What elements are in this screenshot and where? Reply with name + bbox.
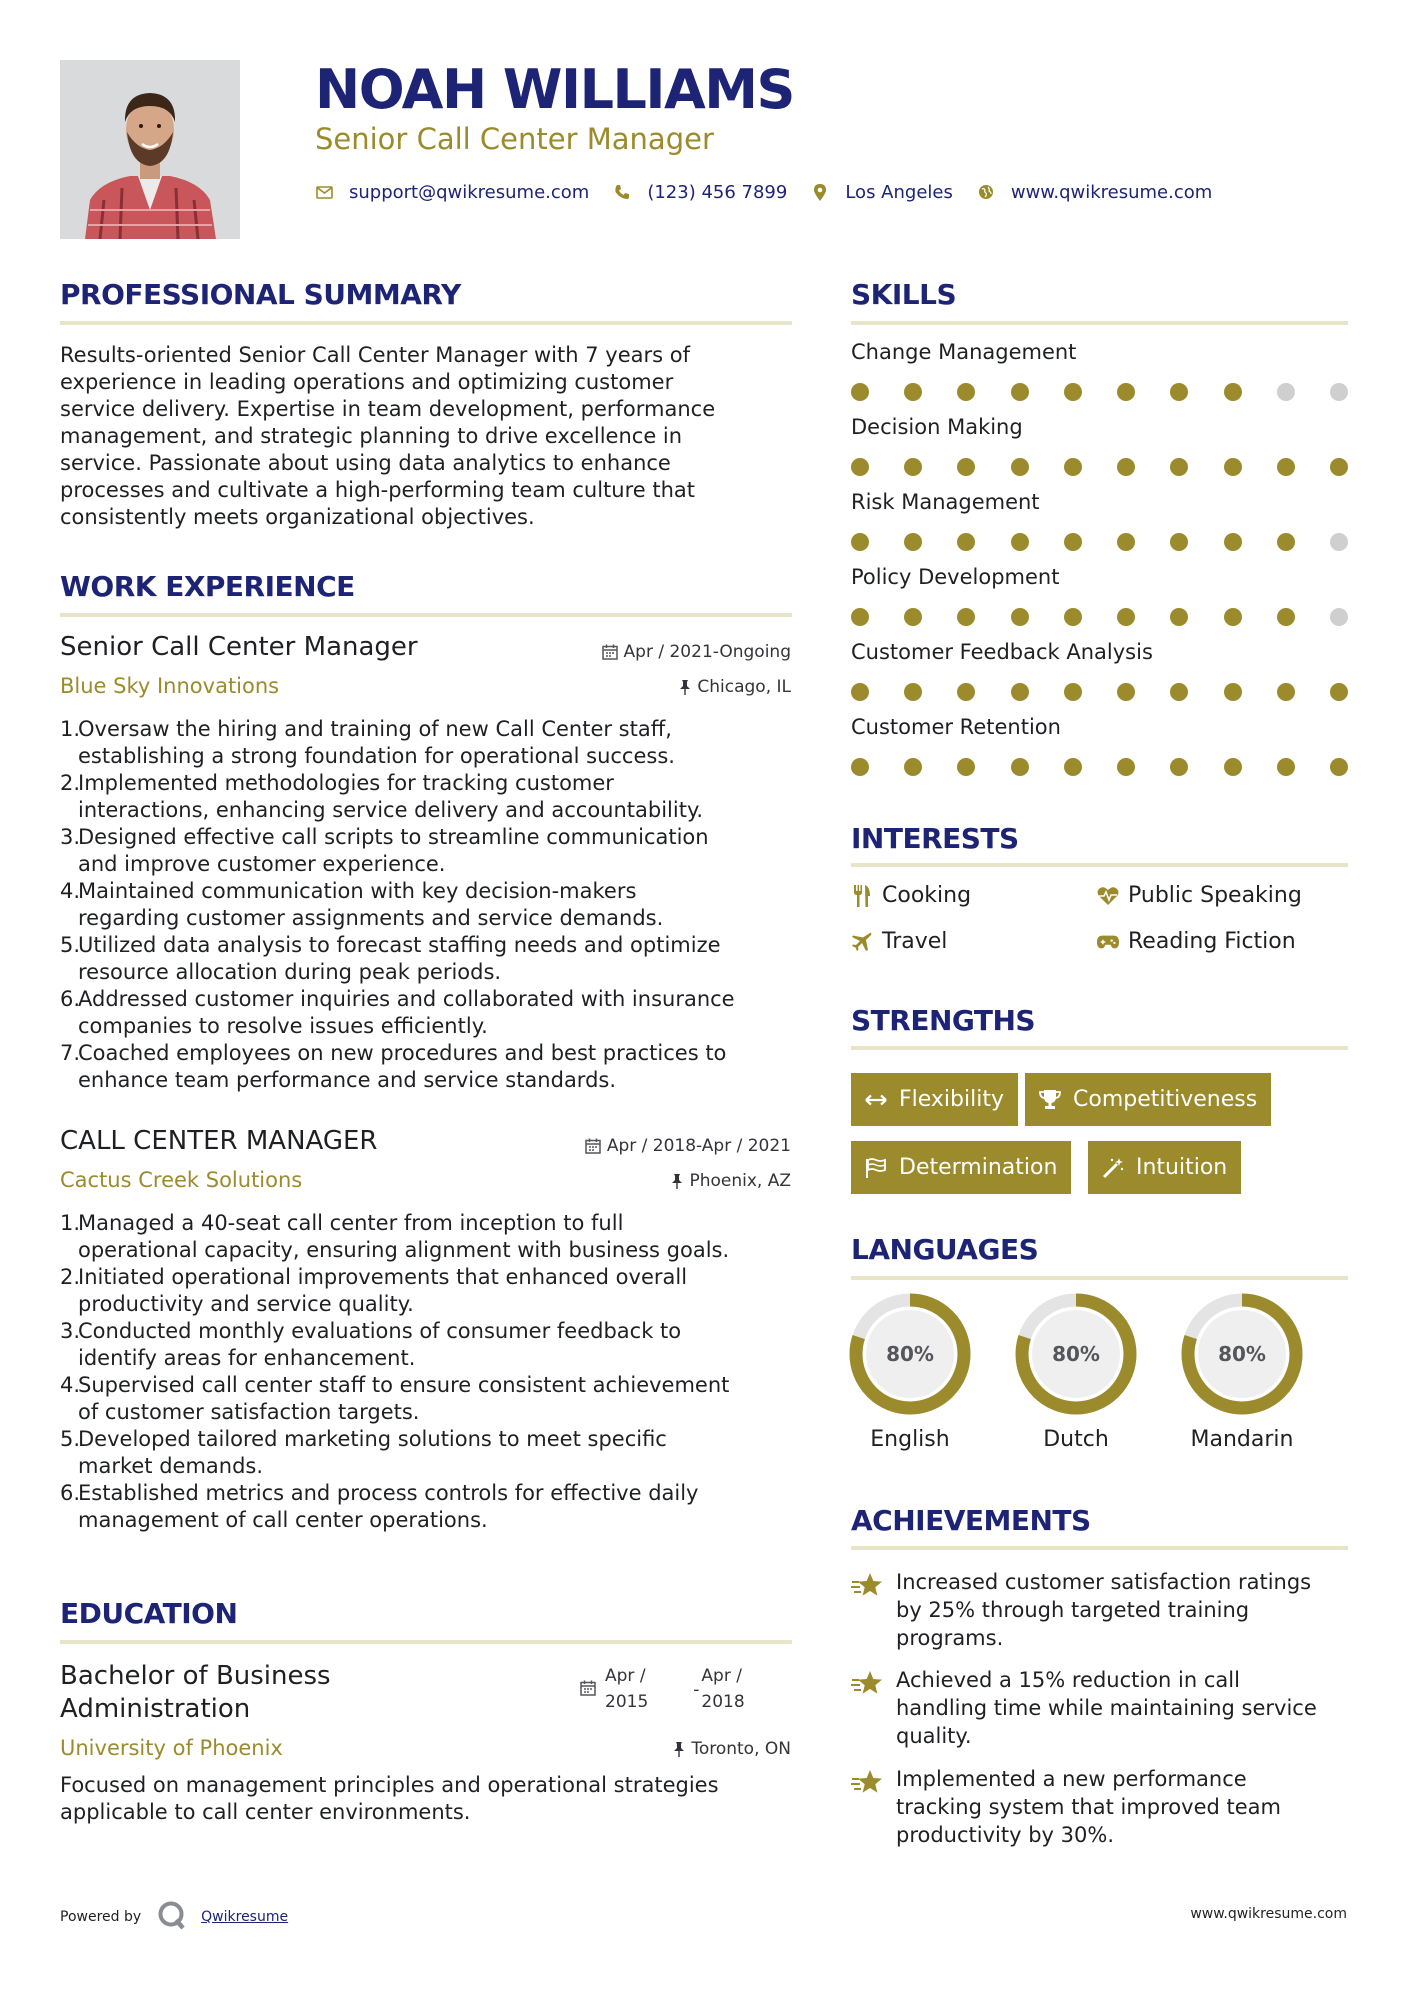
rating-dot-filled bbox=[904, 758, 922, 776]
interest-label: Cooking bbox=[882, 883, 972, 908]
interests-rule bbox=[851, 863, 1348, 867]
footer-powered-by bbox=[60, 1900, 288, 1934]
skill-rating bbox=[851, 383, 1348, 401]
interest-travel bbox=[851, 929, 947, 954]
duty-item bbox=[60, 716, 800, 770]
duty-line: Addressed customer inquiries and collaborated with insurance bbox=[78, 987, 735, 1011]
achievement-text bbox=[896, 1666, 1351, 1750]
rating-dot-filled bbox=[1277, 683, 1295, 701]
interest-label: Travel bbox=[882, 929, 948, 954]
duty-line: Maintained communication with key decision-makers bbox=[78, 879, 637, 903]
school-name: University of Phoenix bbox=[60, 1736, 283, 1760]
rating-dot-filled bbox=[1170, 383, 1188, 401]
rating-dot-filled bbox=[1117, 758, 1135, 776]
arrows-horizontal-icon bbox=[865, 1089, 887, 1111]
duty-number: 1. bbox=[60, 1211, 81, 1235]
interests-heading: INTERESTS bbox=[851, 822, 1019, 855]
experience-heading: WORK EXPERIENCE bbox=[60, 570, 355, 603]
skill-row bbox=[851, 640, 1348, 701]
summary-line: consistently meets organizational objectives. bbox=[60, 505, 535, 529]
skill-rating bbox=[851, 533, 1348, 551]
skill-row bbox=[851, 565, 1348, 626]
education-end-line: 2018 bbox=[701, 1692, 745, 1712]
duty-line: companies to resolve issues efficiently. bbox=[78, 1014, 488, 1038]
interest-public-speaking bbox=[1097, 883, 1302, 908]
language-mandarin bbox=[1181, 1293, 1303, 1452]
degree-line: Administration bbox=[60, 1694, 251, 1724]
achievement-line: handling time while maintaining service bbox=[896, 1696, 1317, 1720]
experience-rule bbox=[60, 613, 792, 617]
rating-dot-filled bbox=[1064, 383, 1082, 401]
flag-icon bbox=[865, 1157, 887, 1179]
rating-dot-filled bbox=[1117, 458, 1135, 476]
job-duties bbox=[60, 1210, 800, 1534]
rating-dot-filled bbox=[1277, 758, 1295, 776]
job-location bbox=[671, 1171, 791, 1191]
rating-dot-empty bbox=[1277, 383, 1295, 401]
job-company: Cactus Creek Solutions bbox=[60, 1168, 303, 1192]
interest-label: Public Speaking bbox=[1128, 883, 1302, 908]
achievements-rule bbox=[851, 1546, 1348, 1550]
education-location-text: Toronto, ON bbox=[691, 1739, 791, 1759]
duty-line: operational capacity, ensuring alignment with business goals. bbox=[78, 1238, 730, 1262]
rating-dot-filled bbox=[1064, 533, 1082, 551]
duty-line: Utilized data analysis to forecast staffing needs and optimize bbox=[78, 933, 721, 957]
calendar-icon bbox=[580, 1680, 596, 1696]
duty-line: productivity and service quality. bbox=[78, 1292, 414, 1316]
language-name: Dutch bbox=[1043, 1427, 1109, 1452]
rating-dot-filled bbox=[1117, 533, 1135, 551]
rating-dot-filled bbox=[1170, 683, 1188, 701]
footer-site[interactable]: www.qwikresume.com bbox=[1190, 1906, 1347, 1922]
rating-dot-filled bbox=[1064, 608, 1082, 626]
rating-dot-filled bbox=[1011, 533, 1029, 551]
achievement-text bbox=[896, 1765, 1351, 1849]
duty-number: 6. bbox=[60, 1481, 81, 1505]
duty-number: 1. bbox=[60, 717, 81, 741]
duty-number: 2. bbox=[60, 771, 81, 795]
duty-line: Initiated operational improvements that enhanced overall bbox=[78, 1265, 688, 1289]
education-end-line: Apr / bbox=[701, 1666, 742, 1686]
duty-number: 3. bbox=[60, 825, 81, 849]
contact-website[interactable]: www.qwikresume.com bbox=[1010, 181, 1213, 203]
job-company: Blue Sky Innovations bbox=[60, 674, 280, 698]
language-percent: 80% bbox=[1218, 1342, 1266, 1366]
duty-number: 5. bbox=[60, 1427, 81, 1451]
rating-dot-filled bbox=[1170, 758, 1188, 776]
skill-rating bbox=[851, 608, 1348, 626]
job-location-text: Phoenix, AZ bbox=[689, 1171, 791, 1191]
skill-row bbox=[851, 490, 1348, 551]
strength-flexibility bbox=[851, 1073, 1018, 1126]
duty-number: 4. bbox=[60, 879, 81, 903]
duty-item bbox=[60, 1480, 800, 1534]
duty-item bbox=[60, 1318, 800, 1372]
job-dates bbox=[602, 642, 791, 662]
globe-icon bbox=[977, 183, 995, 201]
rating-dot-filled bbox=[1330, 683, 1348, 701]
achievement-line: by 25% through targeted training bbox=[896, 1598, 1250, 1622]
rating-dot-filled bbox=[1170, 608, 1188, 626]
duty-line: regarding customer assignments and service demands. bbox=[78, 906, 664, 930]
skill-name: Risk Management bbox=[851, 490, 1040, 514]
duty-item bbox=[60, 1210, 800, 1264]
summary-line: service. Passionate about using data analytics to enhance bbox=[60, 451, 671, 475]
skills-rule bbox=[851, 321, 1348, 325]
star-icon bbox=[851, 1572, 883, 1600]
language-english bbox=[849, 1293, 971, 1452]
interest-reading-fiction bbox=[1097, 929, 1296, 954]
duty-line: resource allocation during peak periods. bbox=[78, 960, 502, 984]
rating-dot-filled bbox=[957, 458, 975, 476]
duty-number: 7. bbox=[60, 1041, 81, 1065]
rating-dot-filled bbox=[1277, 608, 1295, 626]
rating-dot-filled bbox=[1011, 383, 1029, 401]
achievement-item bbox=[851, 1568, 1351, 1652]
heartbeat-icon bbox=[1097, 885, 1119, 907]
strength-label: Flexibility bbox=[899, 1087, 1004, 1112]
calendar-icon bbox=[585, 1138, 601, 1154]
rating-dot-filled bbox=[957, 383, 975, 401]
duty-item bbox=[60, 986, 800, 1040]
duty-item bbox=[60, 1040, 800, 1094]
duty-line: establishing a strong foundation for operational success. bbox=[78, 744, 675, 768]
rating-dot-filled bbox=[851, 758, 869, 776]
strength-label: Intuition bbox=[1136, 1155, 1228, 1180]
job-dates bbox=[585, 1136, 791, 1156]
skill-name: Change Management bbox=[851, 340, 1077, 364]
contact-phone[interactable]: (123) 456 7899 bbox=[647, 181, 788, 203]
achievement-text bbox=[896, 1568, 1351, 1652]
skill-row bbox=[851, 415, 1348, 476]
rating-dot-filled bbox=[851, 533, 869, 551]
duty-number: 3. bbox=[60, 1319, 81, 1343]
achievement-line: Achieved a 15% reduction in call bbox=[896, 1668, 1240, 1692]
rating-dot-filled bbox=[1117, 683, 1135, 701]
education-start-line: 2015 bbox=[605, 1692, 649, 1712]
education-rule bbox=[60, 1640, 792, 1644]
rating-dot-filled bbox=[957, 608, 975, 626]
rating-dot-filled bbox=[1170, 533, 1188, 551]
skill-rating bbox=[851, 458, 1348, 476]
language-percent: 80% bbox=[1052, 1342, 1100, 1366]
skill-name: Decision Making bbox=[851, 415, 1023, 439]
duty-line: interactions, enhancing service delivery and accountability. bbox=[78, 798, 704, 822]
magic-wand-icon bbox=[1102, 1157, 1124, 1179]
duty-line: Established metrics and process controls for effective daily bbox=[78, 1481, 699, 1505]
summary-rule bbox=[60, 321, 792, 325]
duty-line: identify areas for enhancement. bbox=[78, 1346, 416, 1370]
qwikresume-link[interactable]: Qwikresume bbox=[201, 1909, 289, 1925]
rating-dot-filled bbox=[1064, 758, 1082, 776]
rating-dot-filled bbox=[1224, 683, 1242, 701]
summary-line: management, and strategic planning to drive excellence in bbox=[60, 424, 683, 448]
rating-dot-filled bbox=[1064, 458, 1082, 476]
summary-line: processes and cultivate a high-performing team culture that bbox=[60, 478, 696, 502]
rating-dot-filled bbox=[904, 683, 922, 701]
rating-dot-filled bbox=[1224, 458, 1242, 476]
duty-line: Coached employees on new procedures and best practices to bbox=[78, 1041, 727, 1065]
job-dates-text: Apr / 2018-Apr / 2021 bbox=[606, 1136, 791, 1156]
education-heading: EDUCATION bbox=[60, 1597, 238, 1630]
skill-name: Customer Feedback Analysis bbox=[851, 640, 1153, 664]
rating-dot-filled bbox=[1117, 383, 1135, 401]
skill-rating bbox=[851, 683, 1348, 701]
rating-dot-filled bbox=[904, 533, 922, 551]
duty-line: management of call center operations. bbox=[78, 1508, 488, 1532]
duty-line: Designed effective call scripts to streamline communication bbox=[78, 825, 709, 849]
rating-dot-filled bbox=[851, 383, 869, 401]
job-title: Senior Call Center Manager bbox=[60, 632, 418, 662]
utensils-icon bbox=[851, 885, 873, 907]
achievements-heading: ACHIEVEMENTS bbox=[851, 1504, 1091, 1537]
rating-dot-filled bbox=[957, 758, 975, 776]
envelope-icon bbox=[315, 183, 333, 201]
interest-label: Reading Fiction bbox=[1128, 929, 1296, 954]
achievement-line: quality. bbox=[896, 1724, 972, 1748]
achievement-line: programs. bbox=[896, 1626, 1004, 1650]
duty-item bbox=[60, 1372, 800, 1426]
achievement-line: Implemented a new performance bbox=[896, 1767, 1247, 1791]
rating-dot-filled bbox=[1224, 608, 1242, 626]
duty-item bbox=[60, 1264, 800, 1318]
rating-dot-empty bbox=[1330, 608, 1348, 626]
duty-number: 5. bbox=[60, 933, 81, 957]
pin-icon bbox=[671, 1173, 683, 1189]
rating-dot-filled bbox=[957, 533, 975, 551]
summary-line: service delivery. Expertise in team development, performance bbox=[60, 397, 716, 421]
strength-intuition bbox=[1088, 1141, 1241, 1194]
rating-dot-filled bbox=[904, 383, 922, 401]
star-icon bbox=[851, 1769, 883, 1797]
plane-icon bbox=[851, 931, 873, 953]
duty-line: Implemented methodologies for tracking customer bbox=[78, 771, 614, 795]
education-date-dash: - bbox=[693, 1680, 700, 1700]
rating-dot-filled bbox=[851, 683, 869, 701]
duty-line: market demands. bbox=[78, 1454, 264, 1478]
rating-dot-empty bbox=[1330, 533, 1348, 551]
strengths-heading: STRENGTHS bbox=[851, 1004, 1036, 1037]
map-pin-icon bbox=[811, 183, 829, 201]
skill-name: Policy Development bbox=[851, 565, 1060, 589]
contact-email[interactable]: support@qwikresume.com bbox=[349, 181, 590, 203]
achievement-line: Increased customer satisfaction ratings bbox=[896, 1570, 1312, 1594]
powered-by-text: Powered by bbox=[60, 1909, 142, 1925]
achievement-item bbox=[851, 1765, 1351, 1849]
rating-dot-filled bbox=[851, 608, 869, 626]
education-start-line: Apr / bbox=[605, 1666, 646, 1686]
pin-icon bbox=[679, 679, 691, 695]
duty-item bbox=[60, 932, 800, 986]
summary-line: Results-oriented Senior Call Center Manager with 7 years of bbox=[60, 343, 690, 367]
education-end bbox=[701, 1663, 744, 1715]
rating-dot-filled bbox=[957, 683, 975, 701]
achievement-item bbox=[851, 1666, 1351, 1750]
rating-dot-filled bbox=[1011, 683, 1029, 701]
profile-photo bbox=[60, 60, 240, 239]
languages-rule bbox=[851, 1276, 1348, 1280]
language-percent: 80% bbox=[886, 1342, 934, 1366]
degree-title bbox=[60, 1660, 331, 1726]
interest-cooking bbox=[851, 883, 971, 908]
rating-dot-filled bbox=[851, 458, 869, 476]
job-location-text: Chicago, IL bbox=[697, 677, 791, 697]
rating-dot-filled bbox=[1117, 608, 1135, 626]
rating-dot-filled bbox=[1224, 383, 1242, 401]
rating-dot-empty bbox=[1330, 383, 1348, 401]
rating-dot-filled bbox=[1011, 458, 1029, 476]
duty-line: Conducted monthly evaluations of consumer feedback to bbox=[78, 1319, 682, 1343]
duty-line: Supervised call center staff to ensure consistent achievement bbox=[78, 1373, 730, 1397]
skill-rating bbox=[851, 758, 1348, 776]
phone-icon bbox=[613, 183, 631, 201]
rating-dot-filled bbox=[1224, 533, 1242, 551]
language-name: English bbox=[870, 1427, 950, 1452]
rating-dot-filled bbox=[1011, 608, 1029, 626]
duty-item bbox=[60, 770, 800, 824]
duty-item bbox=[60, 878, 800, 932]
rating-dot-filled bbox=[1330, 758, 1348, 776]
strengths-rule bbox=[851, 1046, 1348, 1050]
language-name: Mandarin bbox=[1190, 1427, 1294, 1452]
strength-label: Determination bbox=[899, 1155, 1058, 1180]
degree-line: Bachelor of Business bbox=[60, 1661, 331, 1691]
education-location bbox=[673, 1739, 791, 1759]
rating-dot-filled bbox=[1170, 458, 1188, 476]
rating-dot-filled bbox=[1064, 683, 1082, 701]
duty-number: 2. bbox=[60, 1265, 81, 1289]
education-desc-line: applicable to call center environments. bbox=[60, 1800, 471, 1824]
education-dates bbox=[580, 1663, 745, 1715]
gamepad-icon bbox=[1097, 931, 1119, 953]
summary-text bbox=[60, 342, 800, 531]
rating-dot-filled bbox=[1330, 458, 1348, 476]
languages-heading: LANGUAGES bbox=[851, 1233, 1039, 1266]
rating-dot-filled bbox=[1224, 758, 1242, 776]
duty-item bbox=[60, 1426, 800, 1480]
achievement-line: tracking system that improved team bbox=[896, 1795, 1281, 1819]
achievement-line: productivity by 30%. bbox=[896, 1823, 1114, 1847]
duty-number: 6. bbox=[60, 987, 81, 1011]
rating-dot-filled bbox=[904, 608, 922, 626]
summary-line: experience in leading operations and optimizing customer bbox=[60, 370, 674, 394]
contact-bar bbox=[315, 179, 1236, 205]
rating-dot-filled bbox=[1277, 533, 1295, 551]
duty-line: enhance team performance and service standards. bbox=[78, 1068, 617, 1092]
duty-line: of customer satisfaction targets. bbox=[78, 1400, 420, 1424]
skill-row bbox=[851, 715, 1348, 776]
rating-dot-filled bbox=[1011, 758, 1029, 776]
trophy-icon bbox=[1039, 1089, 1061, 1111]
qwikresume-logo-icon bbox=[157, 1900, 187, 1934]
candidate-name: NOAH WILLIAMS bbox=[315, 58, 794, 121]
skills-heading: SKILLS bbox=[851, 278, 957, 311]
job-dates-text: Apr / 2021-Ongoing bbox=[623, 642, 791, 662]
strength-determination bbox=[851, 1141, 1071, 1194]
job-title: CALL CENTER MANAGER bbox=[60, 1126, 378, 1156]
candidate-role: Senior Call Center Manager bbox=[315, 122, 714, 156]
education-description bbox=[60, 1772, 800, 1826]
education-start bbox=[605, 1663, 648, 1715]
strength-competitiveness bbox=[1025, 1073, 1271, 1126]
skill-name: Customer Retention bbox=[851, 715, 1061, 739]
contact-location: Los Angeles bbox=[845, 181, 953, 203]
duty-item bbox=[60, 824, 800, 878]
duty-number: 4. bbox=[60, 1373, 81, 1397]
star-icon bbox=[851, 1670, 883, 1698]
education-desc-line: Focused on management principles and operational strategies bbox=[60, 1773, 719, 1797]
summary-heading: PROFESSIONAL SUMMARY bbox=[60, 278, 461, 311]
duty-line: Oversaw the hiring and training of new Call Center staff, bbox=[78, 717, 672, 741]
duty-line: Managed a 40-seat call center from inception to full bbox=[78, 1211, 624, 1235]
duty-line: and improve customer experience. bbox=[78, 852, 446, 876]
job-location bbox=[679, 677, 791, 697]
job-duties bbox=[60, 716, 800, 1094]
skill-row bbox=[851, 340, 1348, 401]
strength-label: Competitiveness bbox=[1073, 1087, 1258, 1112]
pin-icon bbox=[673, 1741, 685, 1757]
calendar-icon bbox=[602, 644, 618, 660]
rating-dot-filled bbox=[904, 458, 922, 476]
language-dutch bbox=[1015, 1293, 1137, 1452]
duty-line: Developed tailored marketing solutions to meet specific bbox=[78, 1427, 667, 1451]
rating-dot-filled bbox=[1277, 458, 1295, 476]
